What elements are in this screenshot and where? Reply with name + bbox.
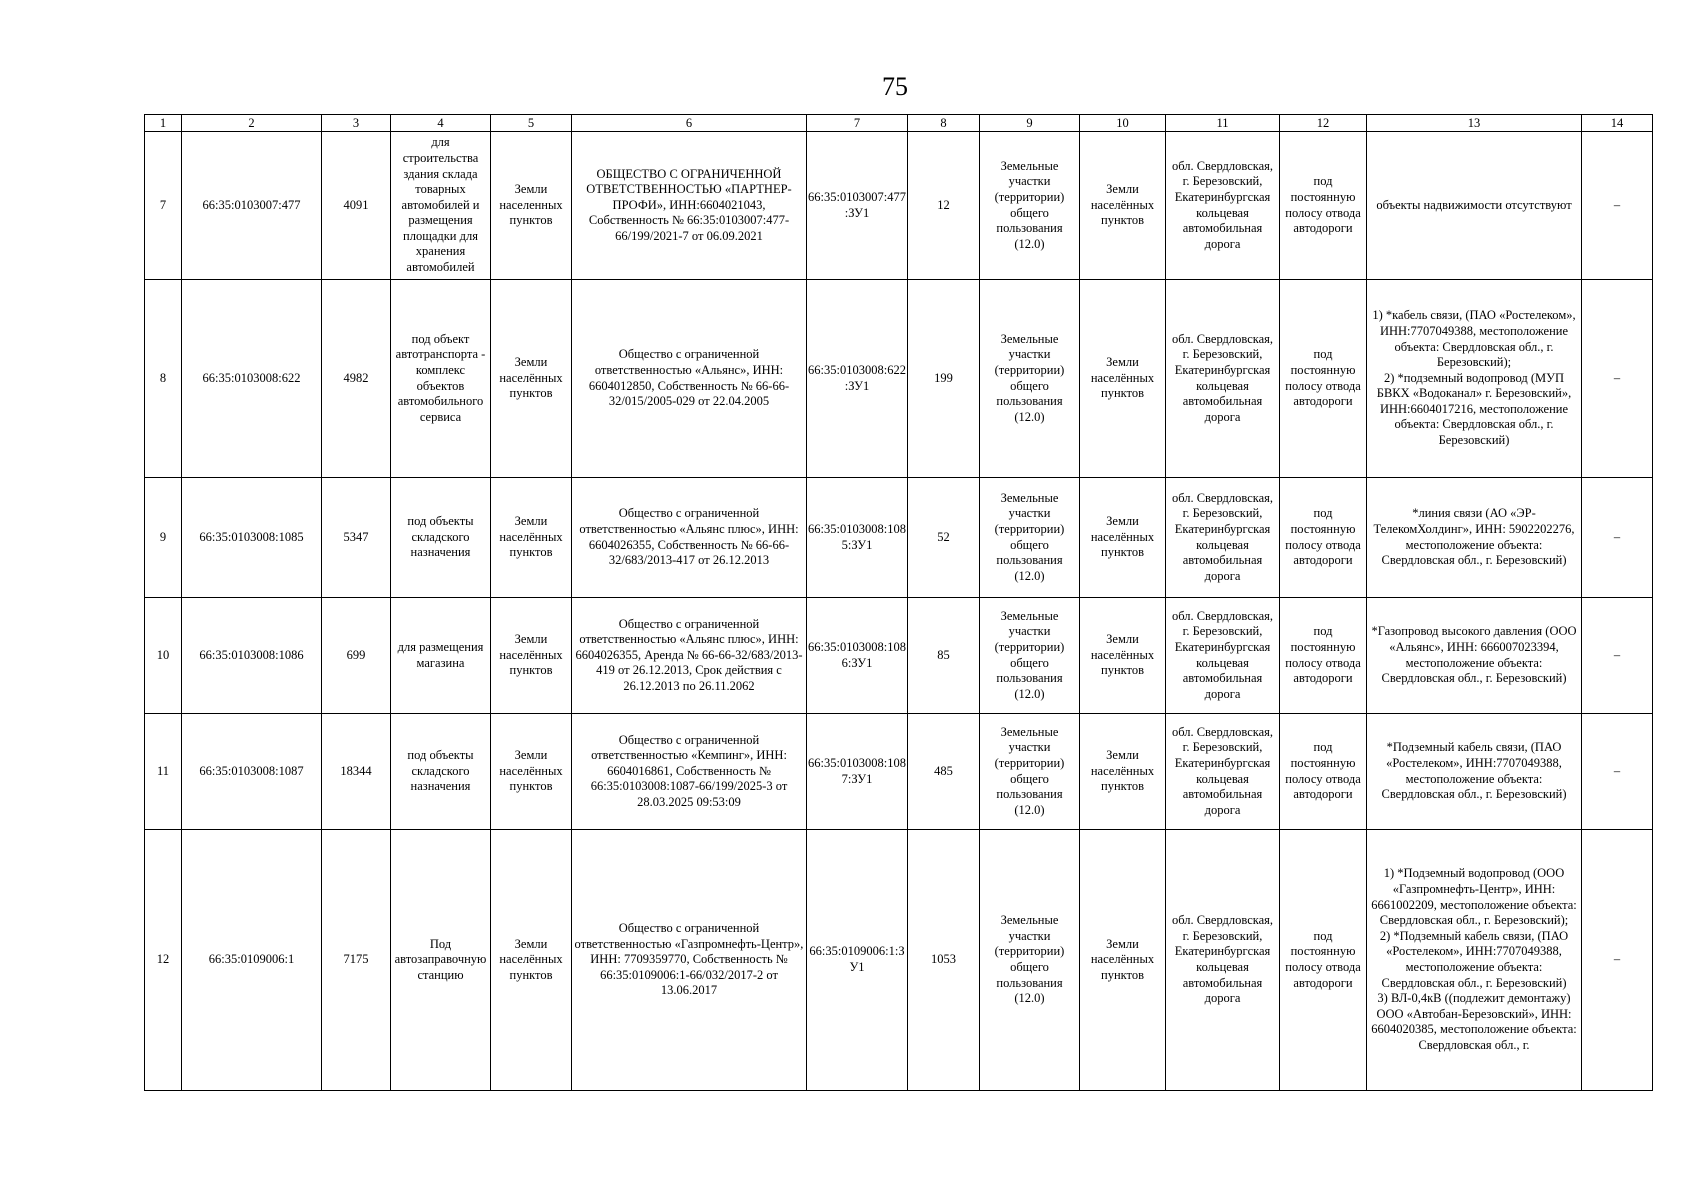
table-row <box>145 478 1653 598</box>
land-category: Земли населённых пунктов <box>491 714 572 830</box>
new-land-category: Земли населённых пунктов <box>1080 714 1166 830</box>
new-plot-area: 52 <box>908 478 980 598</box>
objects-on-plot: *Газопровод высокого давления (ООО «Альянс», ИНН: 666007023394, местоположение объекта: Свердловская обл., г. Березовский) <box>1367 598 1582 714</box>
plot-area: 7175 <box>322 830 391 1091</box>
new-permitted-use: Земельные участки (территории) общего пользования (12.0) <box>980 478 1080 598</box>
note: – <box>1582 132 1653 280</box>
new-permitted-use: Земельные участки (территории) общего пользования (12.0) <box>980 830 1080 1091</box>
cadastral-number: 66:35:0103008:1086 <box>182 598 322 714</box>
cadastral-number: 66:35:0103008:622 <box>182 280 322 478</box>
column-header: 13 <box>1367 115 1582 132</box>
column-header: 7 <box>807 115 908 132</box>
column-numbers-row <box>145 115 1653 132</box>
row-number: 8 <box>145 280 182 478</box>
new-plot-area: 485 <box>908 714 980 830</box>
permitted-use: для размещения магазина <box>391 598 491 714</box>
new-land-category: Земли населённых пунктов <box>1080 598 1166 714</box>
location: обл. Свердловская, г. Березовский, Екатеринбургская кольцевая автомобильная дорога <box>1166 478 1280 598</box>
owner-info: ОБЩЕСТВО С ОГРАНИЧЕННОЙ ОТВЕТСТВЕННОСТЬЮ «ПАРТНЕР-ПРОФИ», ИНН:6604021043, Собственность № 66:35:0103007:477-66/199/2021-7 от 06.09.2021 <box>572 132 807 280</box>
land-category: Земли населённых пунктов <box>491 598 572 714</box>
row-number: 10 <box>145 598 182 714</box>
column-header: 3 <box>322 115 391 132</box>
table-row <box>145 830 1653 1091</box>
location: обл. Свердловская, г. Березовский, Екатеринбургская кольцевая автомобильная дорога <box>1166 132 1280 280</box>
column-header: 12 <box>1280 115 1367 132</box>
cadastral-number: 66:35:0103007:477 <box>182 132 322 280</box>
row-number: 9 <box>145 478 182 598</box>
owner-info: Общество с ограниченной ответственностью «Альянс», ИНН: 6604012850, Собственность № 66-66-32/015/2005-029 от 22.04.2005 <box>572 280 807 478</box>
new-land-category: Земли населённых пунктов <box>1080 830 1166 1091</box>
column-header: 4 <box>391 115 491 132</box>
column-header: 6 <box>572 115 807 132</box>
new-plot-area: 85 <box>908 598 980 714</box>
page-number: 75 <box>882 72 908 101</box>
column-header: 5 <box>491 115 572 132</box>
table-row <box>145 280 1653 478</box>
cadastral-number: 66:35:0103008:1085 <box>182 478 322 598</box>
new-plot-id: 66:35:0103008:1086:ЗУ1 <box>807 598 908 714</box>
plot-area: 4982 <box>322 280 391 478</box>
plot-area: 4091 <box>322 132 391 280</box>
new-plot-area: 1053 <box>908 830 980 1091</box>
column-header: 9 <box>980 115 1080 132</box>
withdrawal-reason: под постоянную полосу отвода автодороги <box>1280 714 1367 830</box>
new-land-category: Земли населённых пунктов <box>1080 280 1166 478</box>
permitted-use: для строительства здания склада товарных автомобилей и размещения площадки для хранения автомобилей <box>391 132 491 280</box>
table-row <box>145 598 1653 714</box>
withdrawal-reason: под постоянную полосу отвода автодороги <box>1280 830 1367 1091</box>
new-permitted-use: Земельные участки (территории) общего пользования (12.0) <box>980 598 1080 714</box>
owner-info: Общество с ограниченной ответственностью «Альянс плюс», ИНН: 6604026355, Аренда № 66-66-32/683/2013-419 от 26.12.2013, Срок действия с 26.12.2013 по 26.11.2062 <box>572 598 807 714</box>
table-row <box>145 714 1653 830</box>
column-header: 11 <box>1166 115 1280 132</box>
new-plot-area: 12 <box>908 132 980 280</box>
permitted-use: под объект автотранспорта - комплекс объектов автомобильного сервиса <box>391 280 491 478</box>
new-land-category: Земли населённых пунктов <box>1080 132 1166 280</box>
row-number: 7 <box>145 132 182 280</box>
column-header: 2 <box>182 115 322 132</box>
location: обл. Свердловская, г. Березовский, Екатеринбургская кольцевая автомобильная дорога <box>1166 598 1280 714</box>
objects-on-plot: 1) *кабель связи, (ПАО «Ростелеком», ИНН:7707049388, местоположение объекта: Свердловская обл., г. Березовский); 2) *подземный водопровод (МУП БВКХ «Водоканал» г. Березовский», ИНН:6604017216, местоположение объекта: Свердловская обл., г. Березовский) <box>1367 280 1582 478</box>
withdrawal-reason: под постоянную полосу отвода автодороги <box>1280 132 1367 280</box>
new-permitted-use: Земельные участки (территории) общего пользования (12.0) <box>980 714 1080 830</box>
note: – <box>1582 280 1653 478</box>
land-category: Земли населённых пунктов <box>491 830 572 1091</box>
land-plots-table <box>144 114 1653 1091</box>
withdrawal-reason: под постоянную полосу отвода автодороги <box>1280 478 1367 598</box>
plot-area: 18344 <box>322 714 391 830</box>
withdrawal-reason: под постоянную полосу отвода автодороги <box>1280 280 1367 478</box>
row-number: 12 <box>145 830 182 1091</box>
new-permitted-use: Земельные участки (территории) общего пользования (12.0) <box>980 132 1080 280</box>
land-category: Земли населенных пунктов <box>491 132 572 280</box>
plot-area: 699 <box>322 598 391 714</box>
location: обл. Свердловская, г. Березовский, Екатеринбургская кольцевая автомобильная дорога <box>1166 830 1280 1091</box>
note: – <box>1582 830 1653 1091</box>
owner-info: Общество с ограниченной ответственностью «Альянс плюс», ИНН: 6604026355, Собственность № 66-66-32/683/2013-417 от 26.12.2013 <box>572 478 807 598</box>
new-land-category: Земли населённых пунктов <box>1080 478 1166 598</box>
new-plot-id: 66:35:0103008:622:ЗУ1 <box>807 280 908 478</box>
column-header: 8 <box>908 115 980 132</box>
new-plot-id: 66:35:0103008:1087:ЗУ1 <box>807 714 908 830</box>
table-row <box>145 132 1653 280</box>
new-plot-id: 66:35:0109006:1:ЗУ1 <box>807 830 908 1091</box>
new-plot-id: 66:35:0103008:1085:ЗУ1 <box>807 478 908 598</box>
permitted-use: Под автозаправочную станцию <box>391 830 491 1091</box>
plot-area: 5347 <box>322 478 391 598</box>
owner-info: Общество с ограниченной ответственностью «Газпромнефть-Центр», ИНН: 7709359770, Собственность № 66:35:0109006:1-66/032/2017-2 от 13.06.2017 <box>572 830 807 1091</box>
new-permitted-use: Земельные участки (территории) общего пользования (12.0) <box>980 280 1080 478</box>
withdrawal-reason: под постоянную полосу отвода автодороги <box>1280 598 1367 714</box>
note: – <box>1582 478 1653 598</box>
column-header: 1 <box>145 115 182 132</box>
row-number: 11 <box>145 714 182 830</box>
cadastral-number: 66:35:0103008:1087 <box>182 714 322 830</box>
new-plot-area: 199 <box>908 280 980 478</box>
objects-on-plot: объекты надвижимости отсутствуют <box>1367 132 1582 280</box>
objects-on-plot: *Подземный кабель связи, (ПАО «Ростелеком», ИНН:7707049388, местоположение объекта: Свердловская обл., г. Березовский) <box>1367 714 1582 830</box>
column-header: 10 <box>1080 115 1166 132</box>
cadastral-number: 66:35:0109006:1 <box>182 830 322 1091</box>
new-plot-id: 66:35:0103007:477:ЗУ1 <box>807 132 908 280</box>
note: – <box>1582 714 1653 830</box>
objects-on-plot: 1) *Подземный водопровод (ООО «Газпромнефть-Центр», ИНН: 6661002209, местоположение объекта: Свердловская обл., г. Березовский); 2) *Подземный кабель связи, (ПАО «Ростелеком», ИНН:7707049388, местоположение объекта: Свердловская обл., г. Березовский) 3) ВЛ-0,4кВ ((подлежит демонтажу) ООО «Автобан-Березовский», ИНН: 6604020385, местоположение объекта: Свердловская обл., г. <box>1367 830 1582 1091</box>
location: обл. Свердловская, г. Березовский, Екатеринбургская кольцевая автомобильная дорога <box>1166 714 1280 830</box>
note: – <box>1582 598 1653 714</box>
owner-info: Общество с ограниченной ответственностью «Кемпинг», ИНН: 6604016861, Собственность № 66:35:0103008:1087-66/199/2025-3 от 28.03.2025 09:53:09 <box>572 714 807 830</box>
land-category: Земли населённых пунктов <box>491 280 572 478</box>
objects-on-plot: *линия связи (АО «ЭР-ТелекомХолдинг», ИНН: 5902202276, местоположение объекта: Свердловская обл., г. Березовский) <box>1367 478 1582 598</box>
location: обл. Свердловская, г. Березовский, Екатеринбургская кольцевая автомобильная дорога <box>1166 280 1280 478</box>
permitted-use: под объекты складского назначения <box>391 714 491 830</box>
land-category: Земли населённых пунктов <box>491 478 572 598</box>
permitted-use: под объекты складского назначения <box>391 478 491 598</box>
column-header: 14 <box>1582 115 1653 132</box>
